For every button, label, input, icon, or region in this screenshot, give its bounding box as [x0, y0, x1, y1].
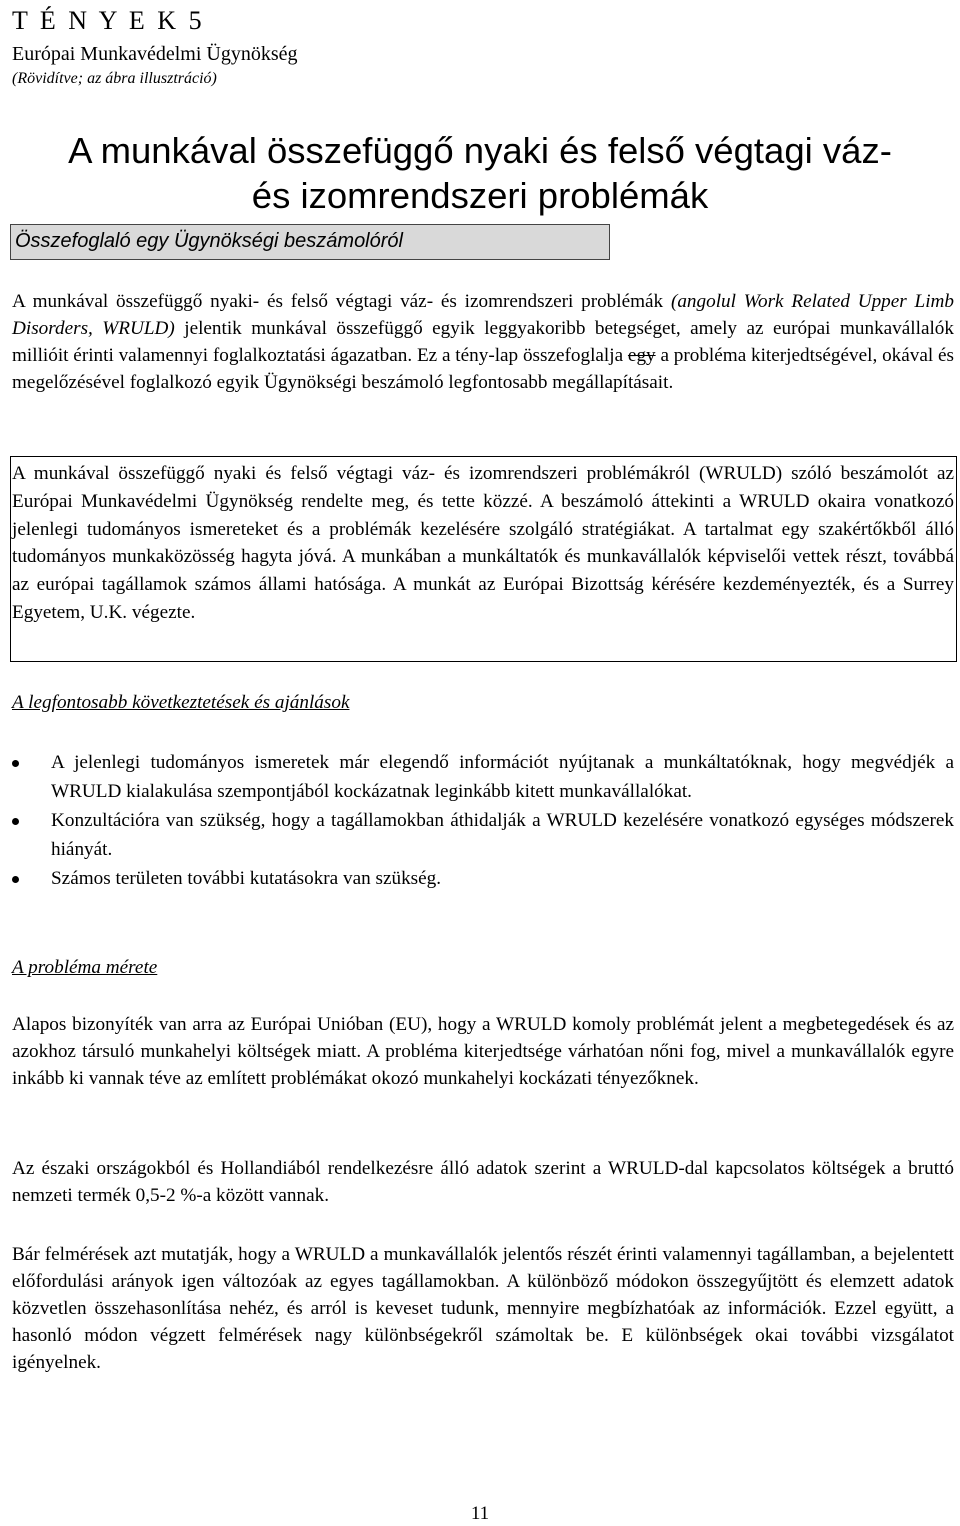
subtitle: Összefoglaló egy Ügynökségi beszámolóról: [15, 230, 403, 252]
intro-summary-end: a probléma kiterjedtségével, okával és megelőzésével foglalkozó egyik Ügynökségi beszámoló legfontosabb megállapításait.: [12, 345, 954, 393]
list-item: [12, 864, 954, 893]
problem-size-heading: A probléma mérete: [12, 957, 158, 978]
struck-word: egy: [627, 345, 656, 366]
agency-name: Európai Munkavédelmi Ügynökség: [12, 43, 298, 65]
bullet-icon: [12, 760, 19, 767]
intro-english-term: (angolul Work Related Upper Limb Disorders, WRULD): [12, 291, 954, 339]
list-item-text: A jelenlegi tudományos ismeretek már elegendő információt nyújtanak a munkáltatóknak, hogy megvédjék a WRULD kialakulása szempontjából kockázatnak leginkább kitett munkavállalókat.: [51, 752, 954, 802]
problem-size-paragraph-2: Az északi országokból és Hollandiából rendelkezésre álló adatok szerint a WRULD-dal kapcsolatos költségek a bruttó nemzeti termék 0,5-2 %-a között vannak.: [12, 1158, 954, 1206]
conclusions-list: [12, 748, 954, 893]
bullet-icon: [12, 818, 19, 825]
bullet-icon: [12, 876, 19, 883]
page-title-line2: és izomrendszeri problémák: [251, 175, 709, 216]
list-item-text: Konzultációra van szükség, hogy a tagállamokban áthidalják a WRULD kezelésére vonatkozó egységes módszerek hiányát.: [51, 810, 954, 860]
problem-size-paragraph-1: Alapos bizonyíték van arra az Európai Unióban (EU), hogy a WRULD komoly problémát jelent a megbetegedések és az azokhoz társuló munkahelyi költségek miatt. A probléma kiterjedtsége várhatóan nőni fog, mivel a munkavállalók egyre inkább ki vannak téve az említett problémákat okozó munkahelyi kockázati tényezőknek.: [12, 1014, 954, 1089]
list-item: [12, 806, 954, 864]
problem-size-paragraph-3: Bár felmérések azt mutatják, hogy a WRULD a munkavállalók jelentős részét érinti valamennyi tagállamban, a bejelentett előfordulási arányok igen változóak az egyes tagállamokban. A különböző módokon összegyűjtött és elemzett adatok közvetlen összehasonlítása nehéz, és arról is keveset tudunk, mennyire megbízhatóak az információk. Ezzel együtt, a hasonló módon végzett felmérések nagy különbségekről számoltak be. E különbségek okai további vizsgálatot igényelnek.: [12, 1244, 954, 1373]
annex-label: T É N Y E K 5: [12, 6, 205, 35]
list-item-text: Számos területen további kutatásokra van szükség.: [51, 868, 442, 889]
list-item: [12, 748, 954, 806]
intro-text-end: jelentik munkával összefüggő egyik leggyakoribb betegséget, amely az európai munkavállalók millióit érinti valamennyi foglalkoztatási ágazatban.: [12, 318, 954, 366]
conclusions-heading: A legfontosabb következtetések és ajánlások: [12, 692, 350, 713]
report-info-text: A munkával összefüggő nyaki és felső végtagi váz- és izomrendszeri problémákról (WRULD) szóló beszámolót az Európai Munkavédelmi Ügynökség rendelte meg, és tette közzé. A beszámoló áttekinti a WRULD okaira vonatkozó jelenlegi tudományos ismereteket és a problémák kezelésére szolgáló stratégiákat. A tartalmat egy szakértőkből álló tudományos munkaközösség hagyta jóvá. A munkában a munkáltatók és munkavállalók képviselői vettek részt, továbbá az európai tagállamok számos állami hatósága. A munkát az Európai Bizottság kérésére kezdeményezték, és a Surrey Egyetem, U.K. végezte.: [12, 463, 954, 623]
intro-summary-start: Ez a tény-lap összefoglalja: [412, 345, 628, 366]
intro-text-start: A munkával összefüggő nyaki- és felső végtagi váz- és izomrendszeri problémák: [12, 291, 671, 312]
page-number: 11: [470, 1503, 490, 1524]
page-title-line1: A munkával összefüggő nyaki és felső végtagi váz-: [68, 130, 892, 171]
page-title: [0, 128, 960, 218]
intro-paragraph: [12, 288, 954, 396]
abbreviation-note: (Rövidítve; az ábra illusztráció): [12, 70, 217, 87]
